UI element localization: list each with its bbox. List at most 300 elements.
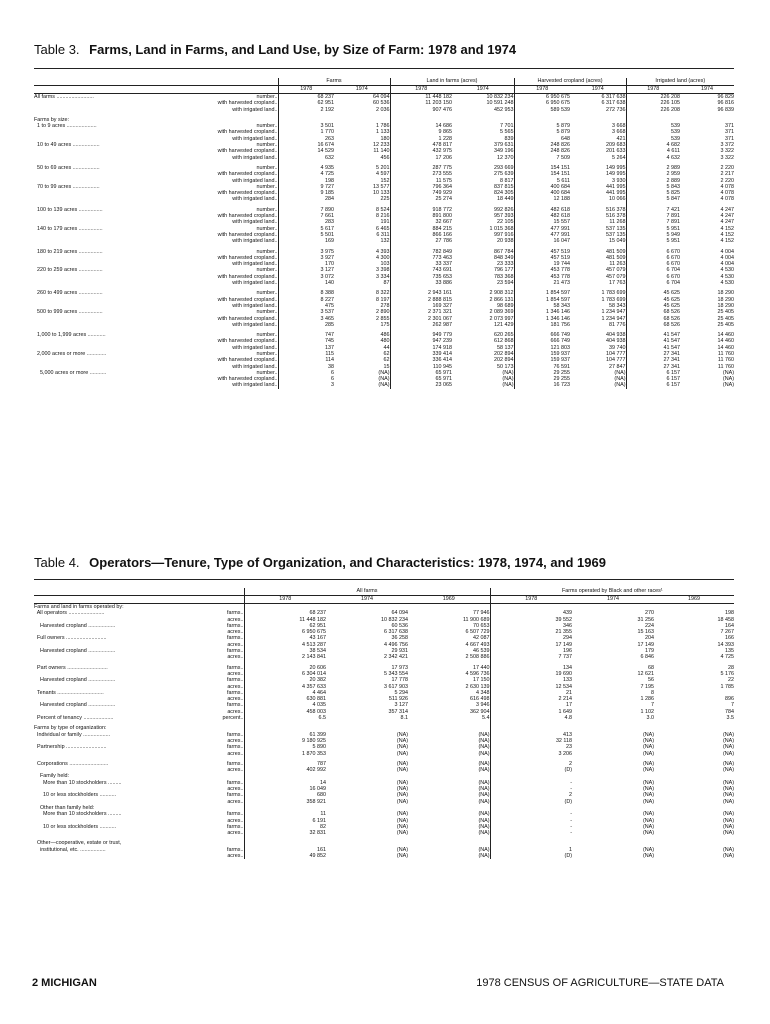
table-cell: 149 995 [606,164,626,171]
table-cell: 137 [278,345,334,351]
table-cell: (NA) [478,823,490,830]
table-cell: 58 343 [514,303,570,309]
table-cell: 3 668 [612,129,626,136]
row-stub: 500 to 999 acres ................ [34,309,103,316]
table-cell: 23 [490,744,572,750]
table-cell: 8 388 [278,290,334,296]
table-cell: 4 530 [720,280,735,287]
table-cell: 421 [616,135,626,142]
table-cell: 60 536 [391,622,408,629]
row-stub: Harvested cropland .................. [34,677,116,684]
row-label: acres.. [227,852,244,859]
row-label: farms.. [227,846,244,853]
table-cell: 19 690 [490,671,572,677]
row-label: acres.. [227,767,244,774]
table-cell: 283 [278,219,334,225]
table-cell: 12 233 [373,142,390,149]
table-cell: 4 496 756 [384,641,408,648]
table-cell: 6 [278,370,334,376]
table-cell: 452 953 [494,106,514,113]
table-cell: 6 157 [626,370,680,376]
row-stub: Farms and land in farms operated by: [34,604,124,610]
table-cell: (NA) [396,823,408,830]
row-label: acres.. [227,817,244,824]
row-label: with harvested cropland.. [217,213,278,220]
row-label: number.. [256,164,278,171]
table-cell: 630 881 [244,696,326,702]
table-cell: 14 529 [278,148,334,154]
table-cell: 3 206 [490,751,572,757]
table-cell: (NA) [722,731,735,738]
table-cell: 11 140 [373,148,390,155]
table-cell: 20 938 [497,238,514,245]
row-label: percent.. [222,715,244,722]
table-cell: 18 290 [717,302,735,309]
footer-census-title: 1978 CENSUS OF AGRICULTURE—STATE DATA [476,977,724,989]
table-cell: 1 102 [640,708,655,715]
row-label: with irrigated land.. [232,344,278,351]
table-cell: (NA) [722,750,735,757]
table-cell: 896 [725,696,735,703]
table-cell: (NA) [642,823,655,830]
row-label: acres.. [227,654,244,661]
row-stub: Harvested cropland .................. [34,648,116,655]
table4 [34,588,734,859]
table-cell: 1 649 [490,709,572,715]
table-cell: (NA) [722,737,735,744]
table-cell: 166 [725,635,735,642]
table-cell: (NA) [722,760,735,767]
table-cell: 27 341 [626,364,680,370]
table-cell: 1 228 [390,136,452,142]
row-label: farms.. [227,664,244,671]
table-cell: 2 943 161 [390,290,452,296]
table-cell: 68 526 [626,322,680,328]
table-cell: 796 177 [494,267,514,274]
table-cell: (NA) [642,750,655,757]
table-cell: 784 [725,708,735,715]
table4-year: 1969 [408,596,490,604]
row-label: number.. [256,248,278,255]
table-cell: 336 414 [390,357,452,363]
row-label: with harvested cropland.. [217,171,278,178]
table-cell: 6 191 [244,818,326,824]
table-cell: 3 127 [394,702,408,709]
table-cell: (NA) [502,376,514,383]
table-cell: (NA) [396,792,408,799]
table-cell: 1 854 597 [514,290,570,296]
table-cell: 2 217 [720,171,735,178]
table3-heading: Farms, Land in Farms, and Land Use, by Size of Farm: 1978 and 1974 [89,42,517,57]
row-stub: Other—cooperative, estate or trust, [34,840,122,847]
table-cell: 32 831 [244,830,326,836]
table-cell: 12 370 [497,154,514,161]
table-cell: 537 135 [606,225,626,232]
table-cell: 1 786 [376,123,390,130]
table-cell: 96 839 [717,106,735,113]
table-cell: 181 756 [514,322,570,328]
table-cell: 22 [728,677,735,684]
table-cell: 13 577 [373,183,390,190]
table-cell: 159 937 [514,351,570,357]
row-label: with irrigated land.. [232,196,278,203]
table-cell: 6 317 638 [601,100,626,107]
row-label: number.. [256,290,278,297]
table4-year: 1974 [326,596,408,604]
table-cell: 2 036 [376,106,390,113]
table-cell: 9 865 [390,129,452,135]
table-cell: (NA) [722,744,735,751]
row-stub: 2,000 acres or more ............. [34,350,107,357]
table-cell: 478 817 [390,142,452,148]
table-cell: (NA) [642,779,655,786]
table-cell: 5 565 [500,129,514,136]
row-label: with harvested cropland.. [217,129,278,136]
table-cell: 225 [380,196,390,203]
table-cell: 453 778 [514,274,570,280]
table-cell: 135 [725,648,735,655]
table-cell: 866 166 [390,232,452,238]
table-cell: 3.0 [646,715,655,722]
row-label: farms.. [227,648,244,655]
table-cell: 68 237 [244,610,326,616]
table-cell: 1 234 947 [601,309,626,316]
table-cell: 140 [278,280,334,286]
table-cell: 4 078 [720,190,735,197]
table-cell: 25 274 [390,196,452,202]
table-cell: (NA) [642,830,655,837]
row-label: with harvested cropland.. [217,100,278,107]
table-cell: 7 701 [500,123,514,130]
table-cell: 6 670 [626,249,680,255]
table-cell: 17 440 [473,664,490,671]
table-cell: 5 951 [626,226,680,232]
table-cell: 20 606 [244,665,326,671]
table-cell: 17 150 [473,677,490,684]
table-cell: 371 [725,123,735,130]
table-cell: 907 476 [390,107,452,113]
table-cell: 666 749 [514,332,570,338]
row-stub: All farms ......................... [34,94,94,100]
table-cell: 4 464 [244,690,326,696]
table-cell: (NA) [396,817,408,824]
table-cell: 358 921 [244,799,326,805]
table-cell: 400 684 [514,190,570,196]
table-cell: 68 526 [626,309,680,315]
table-cell: (NA) [478,744,490,751]
table-cell: 6 950 675 [514,94,570,101]
table-cell: 4 004 [720,261,735,268]
table-cell: (NA) [478,830,490,837]
table-cell: 11 448 182 [244,617,326,623]
table-cell: 589 539 [514,107,570,113]
row-label: with irrigated land.. [232,154,278,161]
table-cell: 14 460 [717,332,735,339]
table-cell: 10 832 234 [486,94,514,100]
row-label: acres.. [227,683,244,690]
table-cell: 486 [380,332,390,339]
table-cell: 3 127 [278,267,334,273]
table-cell: 62 951 [244,623,326,629]
table-cell: 6 157 [626,382,680,388]
row-label: with irrigated land.. [232,135,278,142]
row-label: acres.. [227,696,244,703]
table-cell: 23 594 [497,280,514,287]
table-cell: (NA) [722,786,735,793]
table-cell: 41 547 [626,345,680,351]
table-cell: 169 [278,238,334,244]
row-label: number.. [256,123,278,130]
table-cell: (NA) [722,767,735,774]
table-cell: 1 870 353 [244,751,326,757]
table-cell: 39 740 [609,344,626,351]
table-cell: 58 137 [497,344,514,351]
table-cell: 14 686 [390,123,452,129]
row-stub: Partnership ........................... [34,744,107,751]
row-label: acres.. [227,641,244,648]
table-cell: 17 778 [391,677,408,684]
table-cell: (NA) [642,852,655,859]
table-cell: 2 192 [278,107,334,113]
table-cell: 4 632 [626,155,680,161]
table-cell: (NA) [396,737,408,744]
table-cell: 441 995 [606,190,626,197]
table-cell: 8 [651,689,655,696]
table3-year: 1978 [514,86,570,94]
table-cell: (NA) [722,792,735,799]
table3-group-harvested: Harvested cropland (acres) [514,78,626,86]
row-label: with harvested cropland.. [217,148,278,155]
row-stub: 10 to 49 acres .................. [34,142,100,149]
table-cell: 2 371 321 [390,309,452,315]
table-cell: 1 783 699 [601,296,626,303]
table-cell: 23 065 [390,382,452,388]
table-cell: 154 151 [514,165,570,171]
row-stub: Harvested cropland .................. [34,622,116,629]
row-label: acres.. [227,798,244,805]
table-cell: 992 826 [494,206,514,213]
table-cell: (NA) [722,817,735,824]
table-cell: 58 343 [609,302,626,309]
table-cell: (NA) [722,846,735,853]
table3-top-rule [34,68,734,69]
table-cell: (NA) [642,786,655,793]
table-cell: (NA) [478,852,490,859]
table-cell: 11 268 [609,219,626,226]
table-cell: 285 [278,322,334,328]
table-cell: 5 949 [626,232,680,238]
table-cell: 5 176 [720,670,735,677]
table-cell: 457 079 [606,273,626,280]
row-label: farms.. [227,677,244,684]
table-cell: (NA) [722,779,735,786]
table-cell [654,604,734,611]
table-cell: 6 704 [626,267,680,273]
table-cell: 3 [278,382,334,388]
table-cell: 104 777 [606,357,626,364]
table-cell: 7 509 [514,155,570,161]
table-cell: (NA) [642,731,655,738]
table-cell: 8 227 [278,297,334,303]
table-cell: 2 143 841 [244,654,326,660]
table-cell: 6 157 [626,376,680,382]
table4-year: 1974 [572,596,654,604]
row-label: farms.. [227,792,244,799]
table-cell: 3 334 [376,273,390,280]
row-label: acres.. [227,750,244,757]
table-cell: 680 [244,792,326,798]
table-cell: 6 670 [626,274,680,280]
table-cell: 8 322 [376,290,390,297]
table-cell: 2 890 [376,309,390,316]
table-cell: 248 826 [514,148,570,154]
row-label: farms.. [227,622,244,629]
table-cell: 61 399 [244,732,326,738]
table-cell: 284 [278,196,334,202]
table-cell: 2 [490,792,572,798]
table-cell: 191 [380,219,390,226]
table-cell: 9 185 [278,190,334,196]
table-cell: 10 133 [373,190,390,197]
row-stub: More than 10 stockholders ......... [34,779,122,786]
table-cell: 25 405 [717,321,735,328]
table-cell: 6 [278,376,334,382]
table-cell: 413 [490,732,572,738]
table-cell: 632 [278,155,334,161]
table-cell: 2 888 815 [390,297,452,303]
table-cell: 4 078 [720,196,735,203]
table-cell: (NA) [642,737,655,744]
table-cell: 1 [490,847,572,853]
row-label: with harvested cropland.. [217,190,278,197]
table-cell: 4 393 [376,248,390,255]
table-cell: 1 133 [376,129,390,136]
table-cell: 56 [648,677,655,684]
row-stub: 140 to 179 acres ................ [34,225,103,232]
table-cell: (NA) [642,811,655,818]
table-cell: (NA) [478,786,490,793]
table-cell: 3 946 [476,702,490,709]
table-cell: 516 378 [606,206,626,213]
table-cell: 4 247 [720,213,735,220]
row-stub: 180 to 219 acres ................ [34,248,103,255]
table-cell: 848 349 [494,254,514,261]
table-cell: - [490,830,572,836]
table-cell: 62 [383,350,390,357]
row-label: with harvested cropland.. [217,315,278,322]
table-cell: 41 547 [626,332,680,338]
row-stub: 1 to 9 acres .................... [34,123,97,130]
table-cell: (NA) [396,786,408,793]
table-cell: 11 448 182 [390,94,452,101]
table-cell: 783 368 [494,273,514,280]
table-cell: 457 079 [606,267,626,274]
table-cell: 12 621 [637,670,655,677]
table-cell: 4 152 [720,231,735,238]
table-cell: (NA) [614,382,626,389]
table-cell: 14 393 [717,641,735,648]
table-cell: 179 [645,648,655,655]
table-cell: (D) [490,767,572,773]
table-cell: 21 473 [514,280,570,286]
row-label: number.. [256,225,278,232]
table-cell: 2 089 369 [489,309,514,316]
table-cell: 11 [244,811,326,817]
table-cell: 9 727 [278,184,334,190]
table-cell: (NA) [396,731,408,738]
table-cell: 5.4 [482,715,490,722]
table-cell: 782 849 [390,249,452,255]
table-cell: 11 760 [717,357,735,364]
row-label: with irrigated land.. [232,302,278,309]
table-cell: 81 776 [609,321,626,328]
table-cell: 202 894 [494,357,514,364]
table-cell: 5 879 [514,123,570,129]
table-cell: 6 507 729 [465,629,490,636]
table-cell: (NA) [642,817,655,824]
table-cell: 224 [645,622,655,629]
row-label: number.. [256,183,278,190]
table-cell: (NA) [642,760,655,767]
table-cell: (NA) [478,779,490,786]
table-cell: 2 301 067 [390,316,452,322]
table-cell: 796 364 [390,184,452,190]
table-cell: 32 118 [490,738,572,744]
table-cell: 2 630 139 [465,683,490,690]
table-cell: 19 744 [514,261,570,267]
table-cell: 159 937 [514,357,570,363]
table-cell: 1 015 368 [489,225,514,232]
table-cell: 11 760 [717,350,735,357]
table-cell: 6 465 [376,225,390,232]
row-label: farms.. [227,811,244,818]
row-label: acres.. [227,670,244,677]
table-cell: - [490,786,572,792]
row-label: acres.. [227,786,244,793]
table-cell: (NA) [502,369,514,376]
table-cell: 263 [278,136,334,142]
table-cell: 1 346 146 [514,309,570,315]
table-cell: 648 [514,136,570,142]
table-cell: (NA) [396,750,408,757]
table-cell: 6 846 [640,654,655,661]
table-cell: 5 951 [626,238,680,244]
table-cell: 4 348 [476,689,490,696]
table-cell: 294 [490,635,572,641]
table-cell: 7 195 [640,683,655,690]
row-stub [34,853,184,859]
table-cell: - [490,780,572,786]
table-cell: 539 [626,123,680,129]
table-cell: 27 341 [626,357,680,363]
table-cell: (NA) [478,817,490,824]
table-cell: 2 989 [626,165,680,171]
table-cell: 7 891 [626,213,680,219]
row-label: with irrigated land.. [232,261,278,268]
table-cell: (NA) [642,744,655,751]
table-cell: 270 [645,610,655,617]
table-cell: 432 975 [390,148,452,154]
table-cell: 39 552 [490,617,572,623]
table-cell: (D) [490,799,572,805]
row-label: farms.. [227,731,244,738]
table-cell: 29 255 [514,376,570,382]
table-cell: 3 930 [612,177,626,184]
table-cell: 1 770 [278,129,334,135]
table-cell: 481 509 [606,254,626,261]
table-cell: (NA) [478,737,490,744]
table3-year: 1974 [452,86,514,94]
